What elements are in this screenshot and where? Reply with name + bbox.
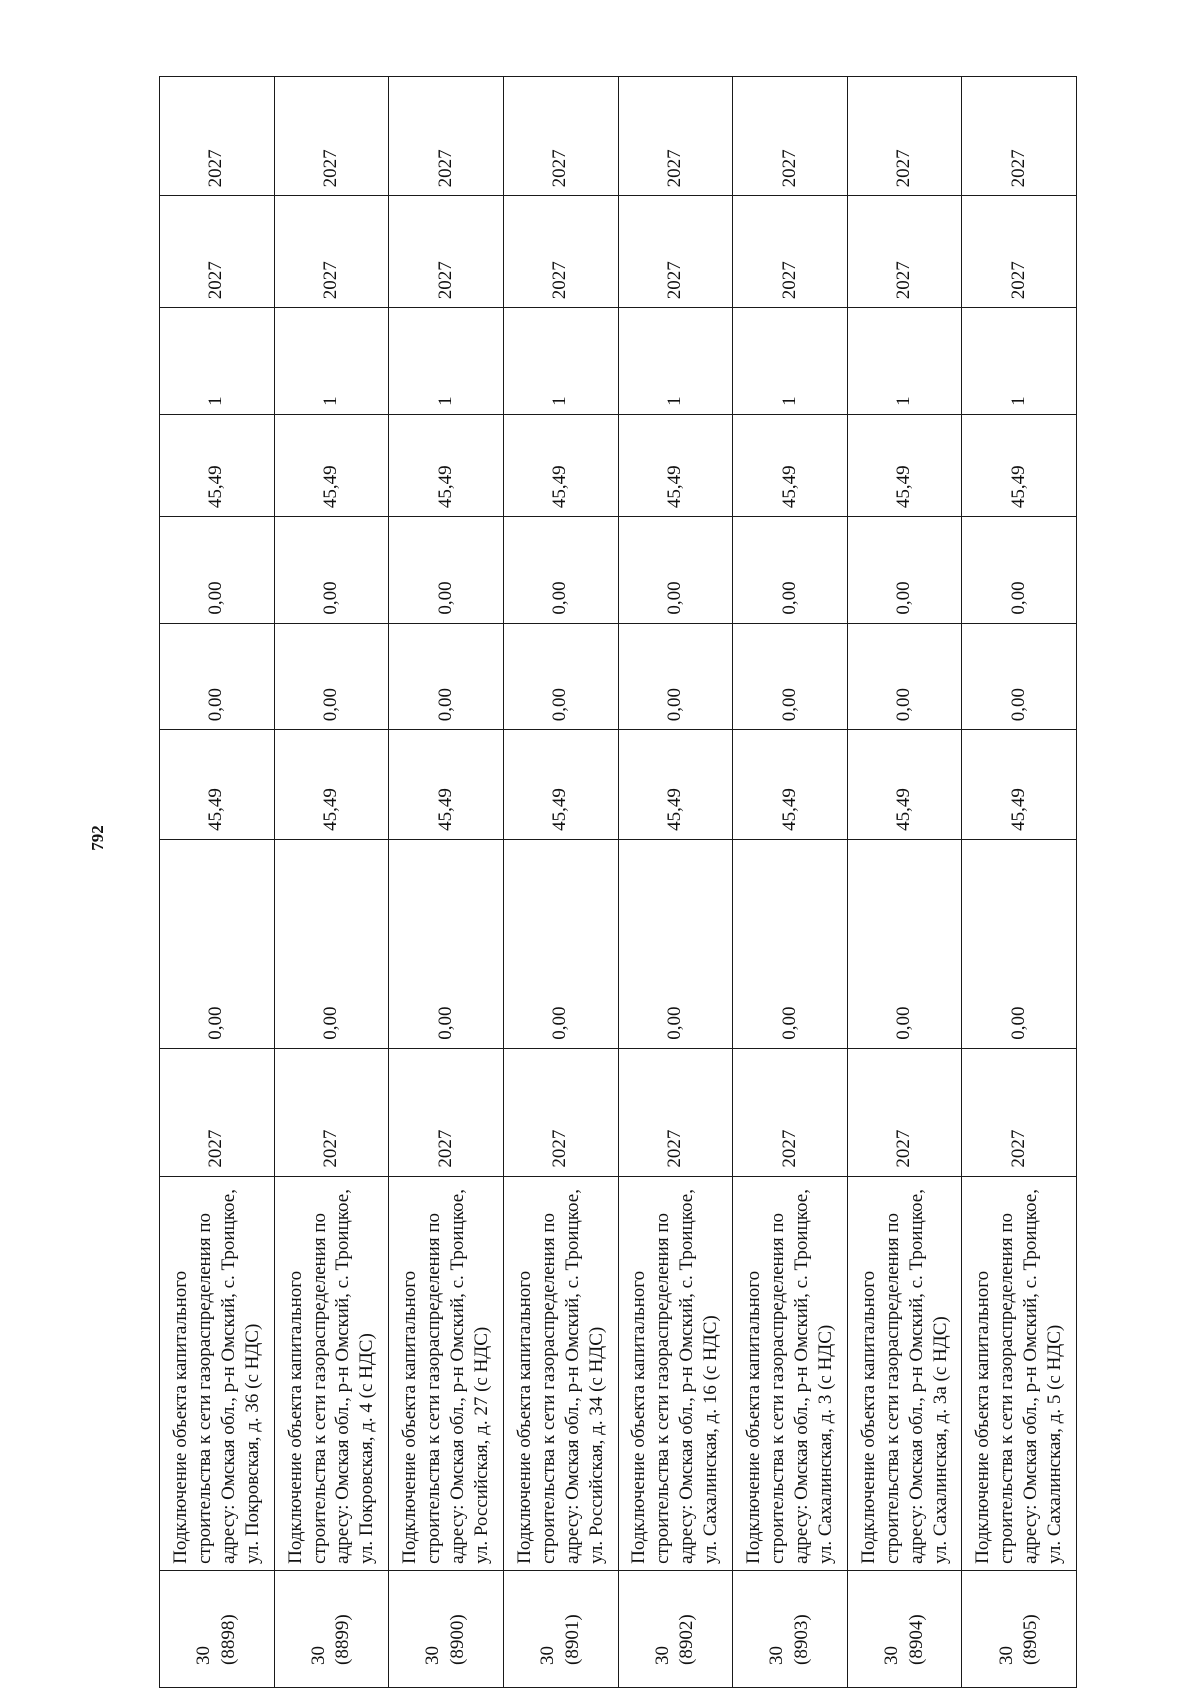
year-start-cell: 2027 bbox=[962, 1048, 1077, 1176]
year-end-cell: 2027 bbox=[847, 77, 962, 196]
value-a-cell: 0,00 bbox=[618, 839, 733, 1048]
year-begin-cell: 2027 bbox=[962, 196, 1077, 308]
value-d-cell: 0,00 bbox=[847, 517, 962, 624]
year-begin-cell: 2027 bbox=[389, 196, 504, 308]
year-begin-cell: 2027 bbox=[618, 196, 733, 308]
table-row bbox=[389, 77, 504, 1688]
quantity-cell: 1 bbox=[618, 308, 733, 415]
value-a-cell: 0,00 bbox=[847, 839, 962, 1048]
value-e-cell: 45,49 bbox=[274, 414, 389, 516]
row-number-cell: 30 (8904) bbox=[847, 1570, 962, 1687]
value-d-cell: 0,00 bbox=[160, 517, 275, 624]
value-b-cell: 45,49 bbox=[618, 730, 733, 840]
value-a-cell: 0,00 bbox=[962, 839, 1077, 1048]
value-a-cell: 0,00 bbox=[160, 839, 275, 1048]
value-d-cell: 0,00 bbox=[733, 517, 848, 624]
value-e-cell: 45,49 bbox=[389, 414, 504, 516]
value-b-cell: 45,49 bbox=[962, 730, 1077, 840]
value-a-cell: 0,00 bbox=[274, 839, 389, 1048]
page-number: 792 bbox=[88, 825, 107, 851]
row-number-cell: 30 (8905) bbox=[962, 1570, 1077, 1687]
value-c-cell: 0,00 bbox=[847, 623, 962, 730]
year-end-cell: 2027 bbox=[733, 77, 848, 196]
value-c-cell: 0,00 bbox=[962, 623, 1077, 730]
value-d-cell: 0,00 bbox=[389, 517, 504, 624]
value-e-cell: 45,49 bbox=[618, 414, 733, 516]
description-cell: Подключение объекта капитального строительства к сети газораспределения по адресу: Омская обл., р-н Омский, с. Троицкое, ул. Сахалинская, д. 16 (с НДС) bbox=[618, 1176, 733, 1570]
description-cell: Подключение объекта капитального строительства к сети газораспределения по адресу: Омская обл., р-н Омский, с. Троицкое, ул. Российская, д. 34 (с НДС) bbox=[503, 1176, 618, 1570]
year-start-cell: 2027 bbox=[618, 1048, 733, 1176]
year-start-cell: 2027 bbox=[503, 1048, 618, 1176]
year-start-cell: 2027 bbox=[160, 1048, 275, 1176]
year-end-cell: 2027 bbox=[389, 77, 504, 196]
table-row bbox=[733, 77, 848, 1688]
value-a-cell: 0,00 bbox=[733, 839, 848, 1048]
year-start-cell: 2027 bbox=[389, 1048, 504, 1176]
quantity-cell: 1 bbox=[847, 308, 962, 415]
year-end-cell: 2027 bbox=[618, 77, 733, 196]
value-e-cell: 45,49 bbox=[503, 414, 618, 516]
year-end-cell: 2027 bbox=[503, 77, 618, 196]
value-e-cell: 45,49 bbox=[733, 414, 848, 516]
value-c-cell: 0,00 bbox=[618, 623, 733, 730]
table-row bbox=[618, 77, 733, 1688]
row-number-cell: 30 (8900) bbox=[389, 1570, 504, 1687]
year-start-cell: 2027 bbox=[274, 1048, 389, 1176]
table-body bbox=[160, 77, 1077, 1688]
value-b-cell: 45,49 bbox=[503, 730, 618, 840]
row-number-cell: 30 (8898) bbox=[160, 1570, 275, 1687]
quantity-cell: 1 bbox=[962, 308, 1077, 415]
value-a-cell: 0,00 bbox=[503, 839, 618, 1048]
table-row bbox=[274, 77, 389, 1688]
value-b-cell: 45,49 bbox=[389, 730, 504, 840]
value-e-cell: 45,49 bbox=[962, 414, 1077, 516]
value-a-cell: 0,00 bbox=[389, 839, 504, 1048]
year-start-cell: 2027 bbox=[847, 1048, 962, 1176]
row-number-cell: 30 (8903) bbox=[733, 1570, 848, 1687]
year-begin-cell: 2027 bbox=[503, 196, 618, 308]
quantity-cell: 1 bbox=[160, 308, 275, 415]
projects-table bbox=[159, 76, 1077, 1688]
value-d-cell: 0,00 bbox=[274, 517, 389, 624]
year-begin-cell: 2027 bbox=[847, 196, 962, 308]
table-row bbox=[160, 77, 275, 1688]
description-cell: Подключение объекта капитального строительства к сети газораспределения по адресу: Омская обл., р-н Омский, с. Троицкое, ул. Российская, д. 27 (с НДС) bbox=[389, 1176, 504, 1570]
value-b-cell: 45,49 bbox=[274, 730, 389, 840]
year-end-cell: 2027 bbox=[962, 77, 1077, 196]
quantity-cell: 1 bbox=[274, 308, 389, 415]
row-number-cell: 30 (8902) bbox=[618, 1570, 733, 1687]
quantity-cell: 1 bbox=[389, 308, 504, 415]
year-begin-cell: 2027 bbox=[274, 196, 389, 308]
value-b-cell: 45,49 bbox=[847, 730, 962, 840]
value-c-cell: 0,00 bbox=[733, 623, 848, 730]
value-c-cell: 0,00 bbox=[503, 623, 618, 730]
year-end-cell: 2027 bbox=[274, 77, 389, 196]
value-d-cell: 0,00 bbox=[618, 517, 733, 624]
year-end-cell: 2027 bbox=[160, 77, 275, 196]
description-cell: Подключение объекта капитального строительства к сети газораспределения по адресу: Омская обл., р-н Омский, с. Троицкое, ул. Покровская, д. 36 (с НДС) bbox=[160, 1176, 275, 1570]
value-b-cell: 45,49 bbox=[733, 730, 848, 840]
value-d-cell: 0,00 bbox=[503, 517, 618, 624]
year-start-cell: 2027 bbox=[733, 1048, 848, 1176]
description-cell: Подключение объекта капитального строительства к сети газораспределения по адресу: Омская обл., р-н Омский, с. Троицкое, ул. Сахалинская, д. 3 (с НДС) bbox=[733, 1176, 848, 1570]
table-row bbox=[962, 77, 1077, 1688]
row-number-cell: 30 (8901) bbox=[503, 1570, 618, 1687]
table-row bbox=[503, 77, 618, 1688]
table-row bbox=[847, 77, 962, 1688]
description-cell: Подключение объекта капитального строительства к сети газораспределения по адресу: Омская обл., р-н Омский, с. Троицкое, ул. Покровская, д. 4 (с НДС) bbox=[274, 1176, 389, 1570]
description-cell: Подключение объекта капитального строительства к сети газораспределения по адресу: Омская обл., р-н Омский, с. Троицкое, ул. Сахалинская, д. 5 (с НДС) bbox=[962, 1176, 1077, 1570]
document-table-wrapper bbox=[159, 76, 1077, 1688]
quantity-cell: 1 bbox=[503, 308, 618, 415]
value-b-cell: 45,49 bbox=[160, 730, 275, 840]
value-e-cell: 45,49 bbox=[847, 414, 962, 516]
value-c-cell: 0,00 bbox=[160, 623, 275, 730]
value-c-cell: 0,00 bbox=[274, 623, 389, 730]
year-begin-cell: 2027 bbox=[160, 196, 275, 308]
year-begin-cell: 2027 bbox=[733, 196, 848, 308]
value-e-cell: 45,49 bbox=[160, 414, 275, 516]
description-cell: Подключение объекта капитального строительства к сети газораспределения по адресу: Омская обл., р-н Омский, с. Троицкое, ул. Сахалинская, д. 3а (с НДС) bbox=[847, 1176, 962, 1570]
value-d-cell: 0,00 bbox=[962, 517, 1077, 624]
quantity-cell: 1 bbox=[733, 308, 848, 415]
value-c-cell: 0,00 bbox=[389, 623, 504, 730]
row-number-cell: 30 (8899) bbox=[274, 1570, 389, 1687]
